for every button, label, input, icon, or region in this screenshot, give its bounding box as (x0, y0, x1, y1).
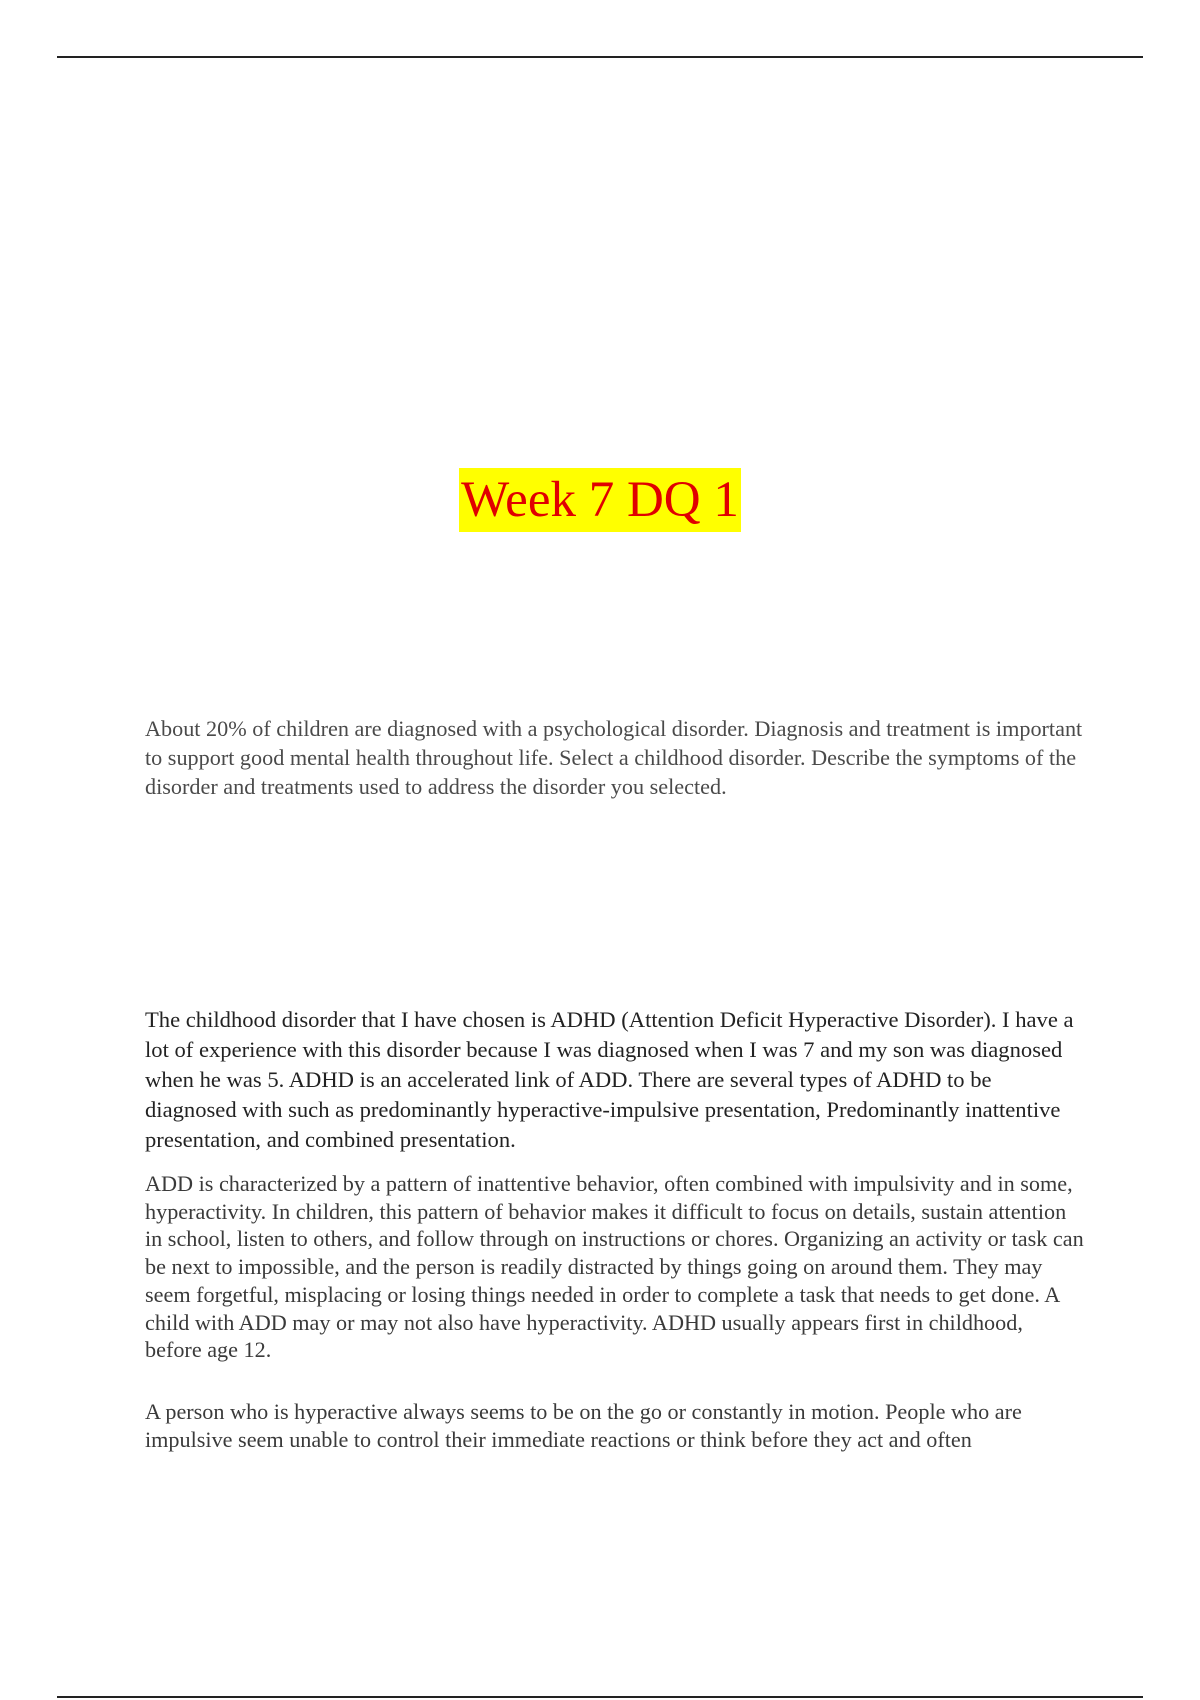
response-paragraph-2: ADD is characterized by a pattern of inattentive behavior, often combined with impulsivity and in some, hyperactivity. In children, this pattern of behavior makes it difficult to focus on details, sustain attention in school, listen to others, and follow through on instructions or chores. Organizing an activity or task can be next to impossible, and the person is readily distracted by things going on around them. They may seem forgetful, misplacing or losing things needed in order to complete a task that needs to get done. A child with ADD may or may not also have hyperactivity. ADHD usually appears first in childhood, before age 12. (145, 1171, 1084, 1363)
title-container (0, 468, 1200, 532)
response-paragraph-1: The childhood disorder that I have chosen is ADHD (Attention Deficit Hyperactive Disorder). I have a lot of experience with this disorder because I was diagnosed when I was 7 and my son was diagnosed when he was 5. ADHD is an accelerated link of ADD. There are several types of ADHD to be diagnosed with such as predominantly hyperactive-impulsive presentation, Predominantly inattentive presentation, and combined presentation. (145, 1007, 1074, 1152)
footer-rule (57, 1696, 1143, 1698)
page-title: Week 7 DQ 1 (459, 468, 741, 532)
discussion-prompt: About 20% of children are diagnosed with a psychological disorder. Diagnosis and treatment is important to support good mental health throughout life. Select a childhood disorder. Describe the symptoms of the disorder and treatments used to address the disorder you selected. (145, 716, 1083, 799)
response-paragraph-3: A person who is hyperactive always seems to be on the go or constantly in motion. People who are impulsive seem unable to control their immediate reactions or think before they act and often (145, 1399, 1022, 1452)
header-rule (57, 56, 1143, 58)
